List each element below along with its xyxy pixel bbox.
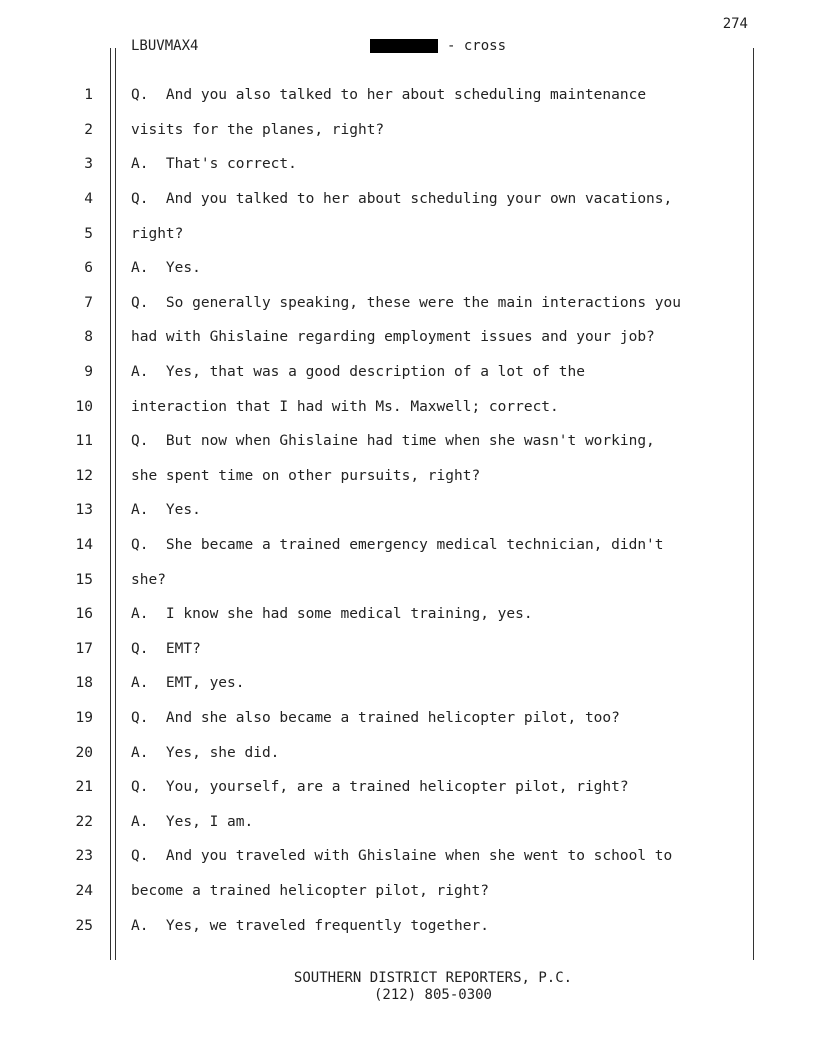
line-number: 19 xyxy=(75,709,93,726)
transcript-line xyxy=(0,355,816,390)
line-number: 16 xyxy=(75,606,93,623)
line-number: 10 xyxy=(75,398,93,415)
transcript-line xyxy=(0,286,816,321)
transcript-line xyxy=(0,632,816,667)
line-text: A. That's correct. xyxy=(131,156,297,173)
line-number: 13 xyxy=(75,502,93,519)
case-code: LBUVMAX4 xyxy=(131,38,199,54)
line-text: A. Yes, I am. xyxy=(131,813,254,830)
line-text: right? xyxy=(131,225,184,242)
line-number: 9 xyxy=(84,364,93,381)
line-text: Q. And you traveled with Ghislaine when she went to school to xyxy=(131,848,673,865)
line-text: she? xyxy=(131,571,166,588)
line-text: she spent time on other pursuits, right? xyxy=(131,467,481,484)
line-text: A. Yes, we traveled frequently together. xyxy=(131,917,489,934)
transcript-line xyxy=(0,251,816,286)
transcript-line xyxy=(0,874,816,909)
reporter-phone: (212) 805-0300 xyxy=(373,987,492,1003)
line-number: 22 xyxy=(75,813,93,830)
transcript-line xyxy=(0,528,816,563)
transcript-line xyxy=(0,216,816,251)
line-number: 6 xyxy=(84,260,93,277)
transcript-line xyxy=(0,804,816,839)
transcript-line xyxy=(0,562,816,597)
line-number: 11 xyxy=(75,433,93,450)
line-text: Q. So generally speaking, these were the main interactions you xyxy=(131,294,681,311)
line-text: A. Yes. xyxy=(131,502,201,519)
transcript-line xyxy=(0,493,816,528)
line-number: 20 xyxy=(75,744,93,761)
transcript-line xyxy=(0,908,816,943)
transcript-line xyxy=(0,147,816,182)
line-number: 8 xyxy=(84,329,93,346)
reporter-name: SOUTHERN DISTRICT REPORTERS, P.C. xyxy=(293,970,573,986)
transcript-line xyxy=(0,78,816,113)
line-text: become a trained helicopter pilot, right? xyxy=(131,882,489,899)
line-number: 18 xyxy=(75,675,93,692)
line-number: 24 xyxy=(75,882,93,899)
line-number: 25 xyxy=(75,917,93,934)
line-number: 5 xyxy=(84,225,93,242)
line-number: 2 xyxy=(84,121,93,138)
line-text: A. Yes, she did. xyxy=(131,744,280,761)
line-text: Q. EMT? xyxy=(131,640,201,657)
transcript-line xyxy=(0,701,816,736)
line-text: A. I know she had some medical training, yes. xyxy=(131,606,533,623)
line-text: Q. You, yourself, are a trained helicopter pilot, right? xyxy=(131,779,629,796)
line-text: Q. She became a trained emergency medical technician, didn't xyxy=(131,537,664,554)
transcript-line xyxy=(0,597,816,632)
transcript-lines xyxy=(0,78,816,943)
line-text: Q. And she also became a trained helicopter pilot, too? xyxy=(131,709,620,726)
transcript-line xyxy=(0,389,816,424)
line-text: A. Yes, that was a good description of a lot of the xyxy=(131,364,585,381)
footer xyxy=(0,970,816,1004)
line-text: A. EMT, yes. xyxy=(131,675,245,692)
transcript-line xyxy=(0,459,816,494)
line-number: 4 xyxy=(84,191,93,208)
transcript-line xyxy=(0,735,816,770)
redaction-bar xyxy=(370,39,438,53)
line-text: had with Ghislaine regarding employment issues and your job? xyxy=(131,329,655,346)
line-text: Q. And you also talked to her about scheduling maintenance xyxy=(131,87,647,104)
line-text: A. Yes. xyxy=(131,260,201,277)
line-text: interaction that I had with Ms. Maxwell; correct. xyxy=(131,398,559,415)
line-number: 14 xyxy=(75,537,93,554)
transcript-line xyxy=(0,113,816,148)
line-text: Q. But now when Ghislaine had time when she wasn't working, xyxy=(131,433,655,450)
line-number: 17 xyxy=(75,640,93,657)
line-text: Q. And you talked to her about scheduling your own vacations, xyxy=(131,191,673,208)
transcript-line xyxy=(0,770,816,805)
transcript-line xyxy=(0,839,816,874)
line-number: 15 xyxy=(75,571,93,588)
transcript-line xyxy=(0,666,816,701)
line-number: 12 xyxy=(75,467,93,484)
page-number: 274 xyxy=(722,16,748,32)
witness-header xyxy=(370,38,506,54)
line-number: 21 xyxy=(75,779,93,796)
line-text: visits for the planes, right? xyxy=(131,121,385,138)
transcript-line xyxy=(0,424,816,459)
line-number: 3 xyxy=(84,156,93,173)
line-number: 23 xyxy=(75,848,93,865)
transcript-line xyxy=(0,182,816,217)
line-number: 1 xyxy=(84,87,93,104)
witness-suffix: - cross xyxy=(447,38,507,54)
transcript-line xyxy=(0,320,816,355)
line-number: 7 xyxy=(84,294,93,311)
